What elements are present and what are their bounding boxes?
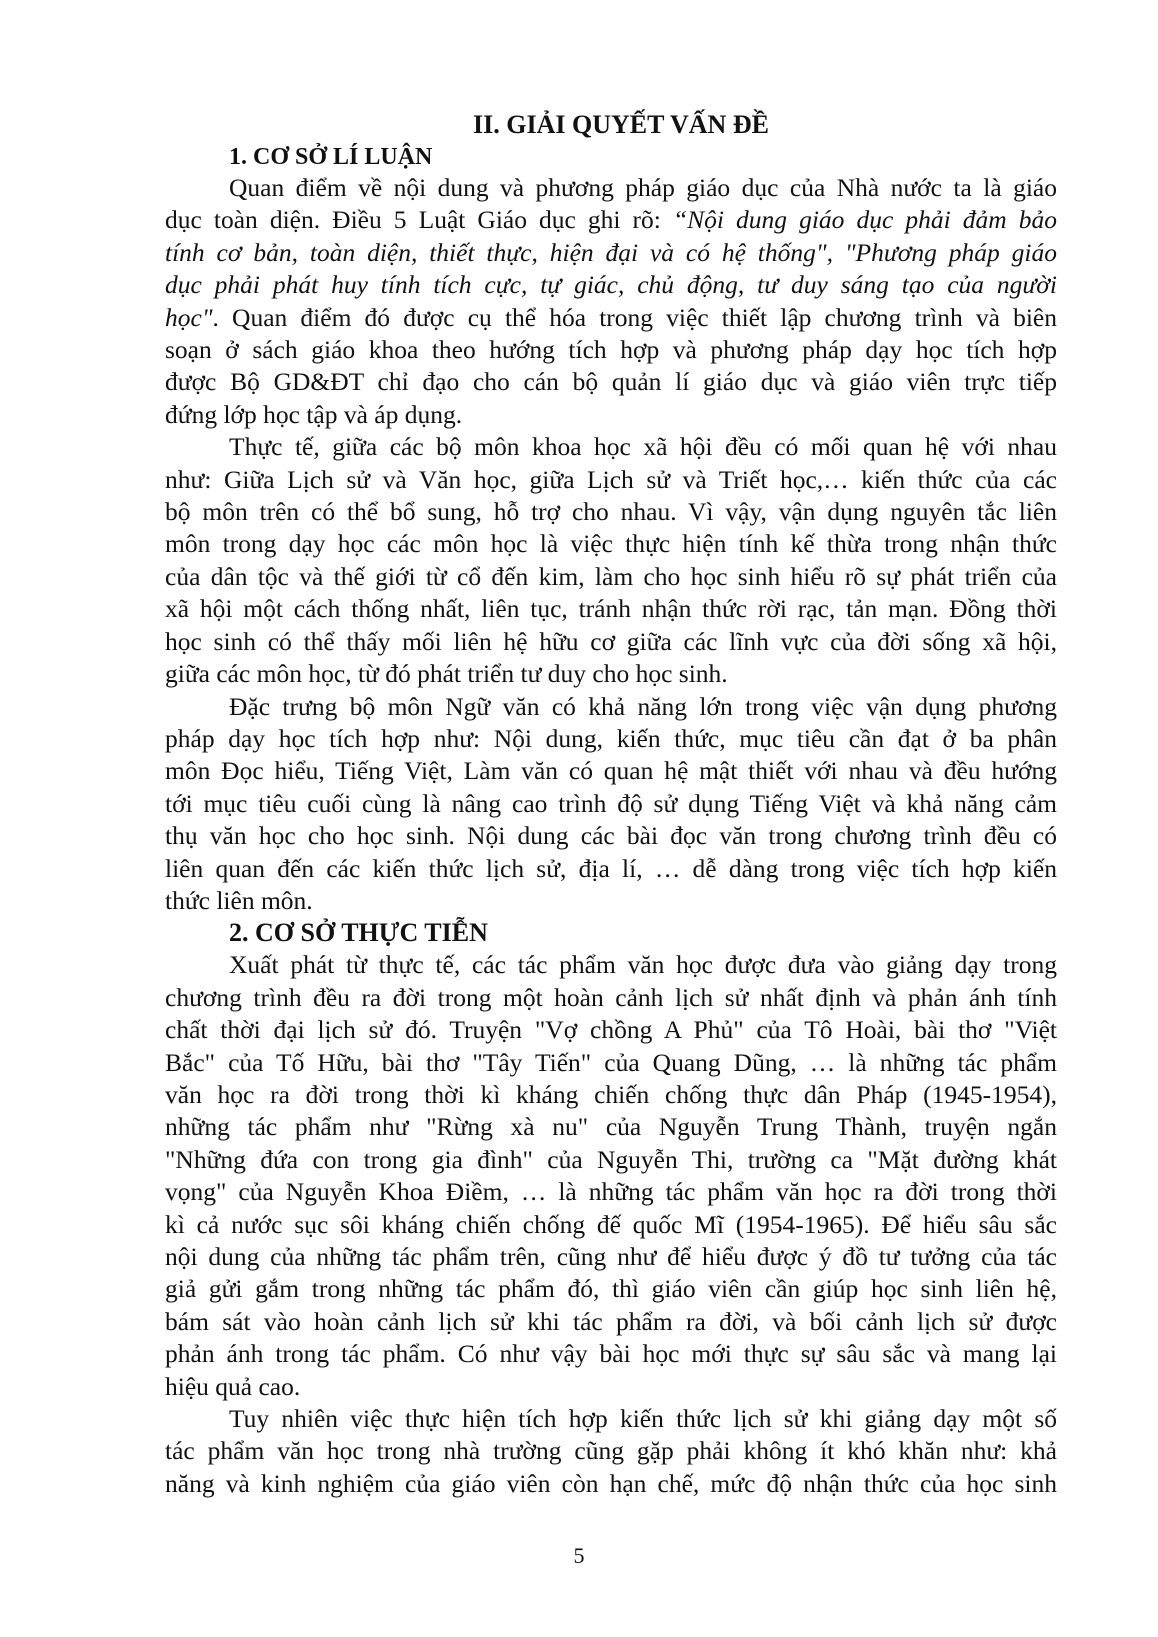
section-heading-practice: 2. CƠ SỞ THỰC TIỄN xyxy=(229,918,488,948)
text-line: thụ văn học cho học sinh. Nội dung các bài đọc văn trong chương trình đều có xyxy=(165,821,1057,851)
text-line: chất thời đại lịch sử đó. Truyện "Vợ chồng A Phủ" của Tô Hoài, bài thơ "Việt xyxy=(165,1015,1057,1045)
text-line: xã hội một cách thống nhất, liên tục, tránh nhận thức rời rạc, tản mạn. Đồng thời xyxy=(165,594,1057,624)
quote-span: “Nội dung giáo dục phải đảm bảo xyxy=(672,205,1057,235)
text-line: nội dung của những tác phẩm trên, cũng như để hiểu được ý đồ tư tưởng của tác xyxy=(165,1242,1057,1271)
text-line: giả gửi gắm trong những tác phẩm đó, thì giáo viên cần giúp học sinh liên hệ, xyxy=(165,1274,1057,1304)
text-line: vọng" của Nguyễn Khoa Điềm, … là những tác phẩm văn học ra đời trong thời xyxy=(165,1177,1057,1207)
text-line: môn trong dạy học các môn học là việc thực hiện tính kế thừa trong nhận thức xyxy=(165,529,1057,559)
text-line: "Những đứa con trong gia đình" của Nguyễn Thi, trường ca "Mặt đường khát xyxy=(165,1144,1057,1174)
text-line: của dân tộc và thế giới từ cổ đến kim, làm cho học sinh hiểu rõ sự phát triển của xyxy=(165,561,1057,591)
text-line: giữa các môn học, từ đó phát triển tư duy cho học sinh. xyxy=(165,659,728,689)
text-line: phản ánh trong tác phẩm. Có như vậy bài học mới thực sự sâu sắc và mang lại xyxy=(165,1339,1057,1369)
main-title: II. GIẢI QUYẾT VẤN ĐỀ xyxy=(473,110,769,139)
page-number: 5 xyxy=(573,1543,585,1568)
paragraph-theory-1 xyxy=(165,172,1057,431)
text-line: soạn ở sách giáo khoa theo hướng tích hợp và phương pháp dạy học tích hợp xyxy=(165,335,1057,365)
text-line: kì cả nước sục sôi kháng chiến chống đế quốc Mĩ (1954-1965). Để hiểu sâu sắc xyxy=(165,1209,1057,1239)
text-line: Xuất phát từ thực tế, các tác phẩm văn học được đưa vào giảng dạy trong xyxy=(229,950,1057,980)
text-line: thức liên môn. xyxy=(165,885,313,915)
text-line: năng và kinh nghiệm của giáo viên còn hạn chế, mức độ nhận thức của học sinh xyxy=(165,1468,1057,1498)
text-line xyxy=(165,302,1057,334)
text-line: đứng lớp học tập và áp dụng. xyxy=(165,399,463,429)
text-span: . Quan điểm đó được cụ thể hóa trong việc thiết lập chương trình và biên xyxy=(212,302,1057,332)
text-line: hiệu quả cao. xyxy=(165,1371,301,1401)
text-line: môn Đọc hiểu, Tiếng Việt, Làm văn có quan hệ mật thiết với nhau và đều hướng xyxy=(165,756,1057,786)
paragraph-practice-1 xyxy=(165,949,1057,1403)
quote-line: tính cơ bản, toàn diện, thiết thực, hiện đại và có hệ thống", "Phương pháp giáo xyxy=(165,237,1057,267)
text-line: tới mục tiêu cuối cùng là nâng cao trình độ sử dụng Tiếng Việt và khả năng cảm xyxy=(165,788,1057,818)
paragraph-theory-3 xyxy=(165,691,1057,918)
text-line: bám sát vào hoàn cảnh lịch sử khi tác phẩm ra đời, và bối cảnh lịch sử được xyxy=(165,1306,1057,1336)
text-line: tác phẩm văn học trong nhà trường cũng gặp phải không ít khó khăn như: khả xyxy=(165,1436,1057,1466)
text-line: liên quan đến các kiến thức lịch sử, địa lí, … dễ dàng trong việc tích hợp kiến xyxy=(165,853,1057,883)
text-line: Bắc" của Tố Hữu, bài thơ "Tây Tiến" của Quang Dũng, … là những tác phẩm xyxy=(165,1047,1057,1077)
paragraph-practice-2 xyxy=(165,1403,1057,1500)
text-line: Quan điểm về nội dung và phương pháp giáo dục của Nhà nước ta là giáo xyxy=(229,173,1057,202)
text-line: học sinh có thể thấy mối liên hệ hữu cơ giữa các lĩnh vực của đời sống xã hội, xyxy=(165,626,1057,656)
text-line: văn học ra đời trong thời kì kháng chiến chống thực dân Pháp (1945-1954), xyxy=(165,1079,1057,1109)
quote-line: dục phải phát huy tính tích cực, tự giác, chủ động, tư duy sáng tạo của người xyxy=(165,270,1057,300)
text-line: bộ môn trên có thể bổ sung, hỗ trợ cho nhau. Vì vậy, vận dụng nguyên tắc liên xyxy=(165,497,1057,527)
text-line: chương trình đều ra đời trong một hoàn cảnh lịch sử nhất định và phản ánh tính xyxy=(165,982,1057,1012)
text-span: dục toàn diện. Điều 5 Luật Giáo dục ghi rõ: xyxy=(165,205,673,235)
text-line: Đặc trưng bộ môn Ngữ văn có khả năng lớn trong việc vận dụng phương xyxy=(229,691,1057,721)
document-page xyxy=(165,108,1057,1500)
text-line: Thực tế, giữa các bộ môn khoa học xã hội đều có mối quan hệ với nhau xyxy=(229,432,1057,462)
quote-span: học" xyxy=(165,302,213,332)
text-line: pháp dạy học tích hợp như: Nội dung, kiến thức, mục tiêu cần đạt ở ba phân xyxy=(165,723,1057,753)
text-line: những tác phẩm như "Rừng xà nu" của Nguyễn Trung Thành, truyện ngắn xyxy=(165,1112,1057,1142)
paragraph-theory-2 xyxy=(165,431,1057,690)
text-line: như: Giữa Lịch sử và Văn học, giữa Lịch sử và Triết học,… kiến thức của các xyxy=(165,464,1057,494)
text-line: Tuy nhiên việc thực hiện tích hợp kiến thức lịch sử khi giảng dạy một số xyxy=(229,1404,1057,1434)
section-heading-theory: 1. CƠ SỞ LÍ LUẬN xyxy=(229,144,433,170)
text-line xyxy=(165,204,1057,236)
text-line: được Bộ GD&ĐT chỉ đạo cho cán bộ quản lí giáo dục và giáo viên trực tiếp xyxy=(165,367,1057,397)
